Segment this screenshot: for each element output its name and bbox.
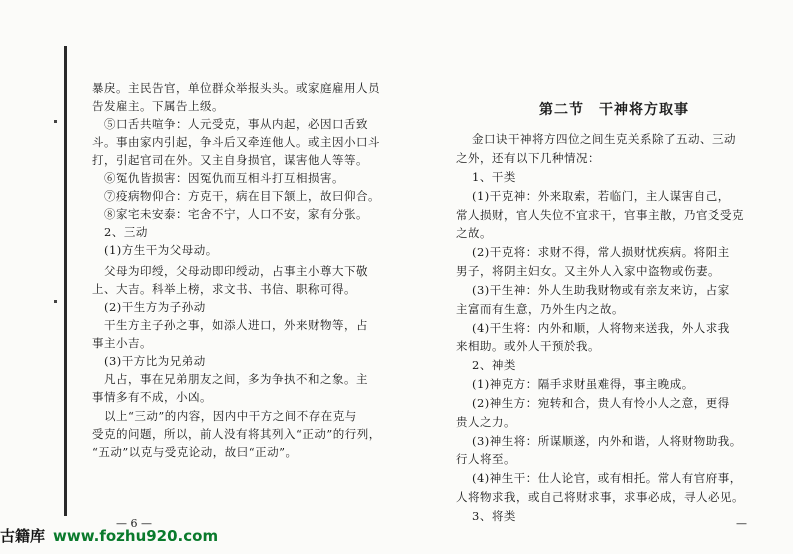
body-line: 告发雇主。下属告上级。 bbox=[92, 99, 224, 113]
body-line: (4)干生将：内外和顺，人将物来送我，外人求我 bbox=[472, 321, 730, 335]
body-line: 受克的问题，所以，前人没有将其列入“正动”的行列， bbox=[92, 427, 381, 441]
body-line: 父母为印绶，父母动即印绶动，占事主小尊大下敬 bbox=[104, 264, 368, 278]
right-page bbox=[400, 0, 793, 554]
body-line: 贵人之力。 bbox=[456, 415, 516, 429]
body-line: 事主小吉。 bbox=[92, 336, 152, 350]
body-line: (3)干生神：外人生助我财物或有亲友来访，占家 bbox=[472, 283, 730, 297]
watermark-url: www.fozhu920.com bbox=[53, 527, 219, 545]
subheading: 3、将类 bbox=[472, 509, 516, 523]
body-line: 男子，将阴主妇女。又主外人入家中盗物或伤妻。 bbox=[456, 264, 720, 278]
body-line: (3)神生将：所谋顺遂，内外和谐，人将财物助我。 bbox=[472, 434, 742, 448]
section-title: 第二节 干神将方取事 bbox=[539, 102, 689, 118]
body-line: ⑦疫病物仰合：方克干，病在目下颔上，故曰仰合。 bbox=[104, 189, 380, 203]
body-line: 金口诀干神将方四位之间生克关系除了五动、三动 bbox=[472, 132, 736, 146]
subheading: 1、干类 bbox=[472, 170, 516, 184]
body-line: (3)干方比为兄弟动 bbox=[104, 354, 206, 368]
body-line: ⑧家宅未安泰：宅舍不宁，人口不安，家有分张。 bbox=[104, 207, 368, 221]
body-line: 之外，还有以下几种情况： bbox=[456, 151, 600, 165]
body-line: 凡占，事在兄弟朋友之间，多为争执不和之象。主 bbox=[104, 372, 368, 386]
body-line: 暴戾。主民告官，单位群众举报头头。或家庭雇用人员 bbox=[92, 81, 380, 95]
body-line: 干生方主子孙之事，如添人进口，外来财物等，占 bbox=[104, 318, 368, 332]
body-line: 打，引起官司在外。又主自身损官，谋害他人等等。 bbox=[92, 153, 368, 167]
body-line: 主富而有生意，乃外生内之故。 bbox=[456, 302, 624, 316]
body-line: 人将物求我，或自己将财求事，求事必成，寻人必见。 bbox=[456, 490, 744, 504]
body-line: 事情多有不成，小凶。 bbox=[92, 390, 212, 404]
body-line: (2)干克将：求财不得，常人损财忧疾病。将阳主 bbox=[472, 245, 730, 259]
page-number: — 6 — bbox=[116, 517, 152, 530]
body-line: (2)干生方为子孙动 bbox=[104, 300, 206, 314]
subheading: 2、神类 bbox=[472, 358, 516, 372]
body-line: (1)方生干为父母动。 bbox=[104, 243, 218, 257]
page-number-value: 6 bbox=[130, 517, 138, 530]
body-line: (1)神克方：隔手求财虽难得，事主晚成。 bbox=[472, 377, 694, 391]
body-line: (2)神生方：宛转和合，贵人有怜小人之意，更得 bbox=[472, 396, 730, 410]
body-line: 常人损财，官人失位不宜求干，官事主散，乃官爻受克 bbox=[456, 208, 744, 222]
body-line: 上、大吉。科举上榜，求文书、书信、职称可得。 bbox=[92, 282, 356, 296]
body-line: 斗。事由家内引起，争斗后又牵连他人。或主因小口斗 bbox=[92, 135, 380, 149]
body-line: ⑥冤仇皆损害：因冤仇而互相斗打互相损害。 bbox=[104, 171, 344, 185]
body-line: (1)干克神：外来取索，若临门，主人谋害自己， bbox=[472, 189, 730, 203]
body-line: ⑤口舌共喧争：人元受克，事从内起，必因口舌致 bbox=[104, 117, 368, 131]
body-line: 以上“三动”的内容，因内中干方之间不存在克与 bbox=[104, 409, 357, 423]
watermark-site-name: 古籍库 bbox=[0, 527, 46, 545]
subheading: 2、三动 bbox=[104, 225, 148, 239]
body-line: 来相助。或外人干预於我。 bbox=[456, 339, 600, 353]
page-number: — bbox=[736, 517, 747, 530]
body-line: 行人将至。 bbox=[456, 452, 516, 466]
body-line: (4)神生干：仕人论官，或有相托。常人有官府事， bbox=[472, 471, 742, 485]
site-watermark bbox=[0, 524, 218, 548]
body-line: “五动”以克与受克论动，故曰“正动”。 bbox=[92, 445, 298, 459]
body-line: 之故。 bbox=[456, 226, 492, 240]
